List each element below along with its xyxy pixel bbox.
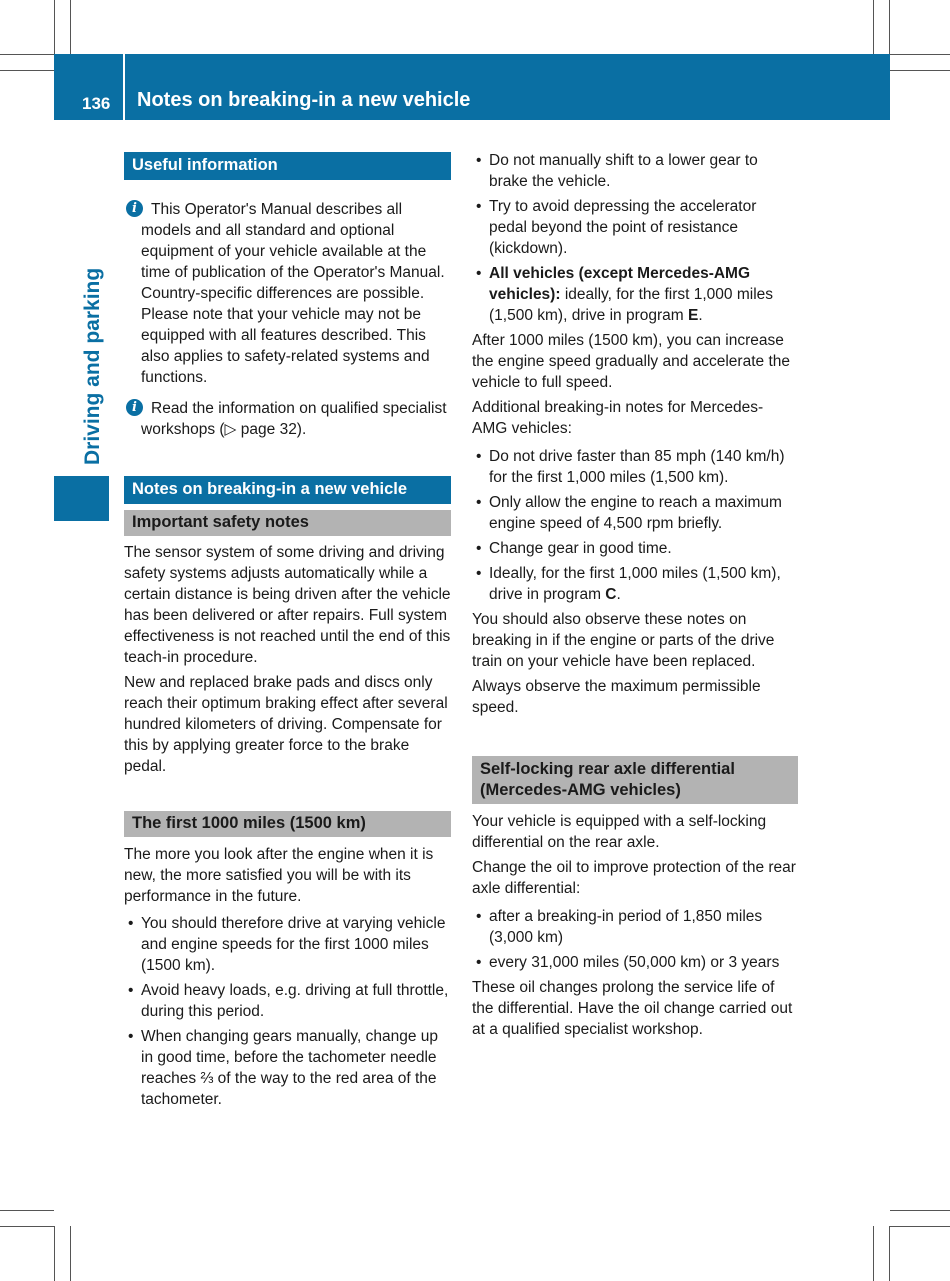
list-item: • every 31,000 miles (50,000 km) or 3 years bbox=[472, 952, 798, 973]
safety-notes-heading: Important safety notes bbox=[124, 510, 451, 536]
differential-heading: Self-locking rear axle differential (Mercedes-AMG vehicles) bbox=[472, 756, 798, 804]
additional-paragraph: Additional breaking-in notes for Mercedes-AMG vehicles: bbox=[472, 399, 764, 437]
side-tab bbox=[54, 476, 109, 521]
crop-mark bbox=[0, 54, 54, 55]
oil-change-list bbox=[472, 906, 798, 973]
list-item: • Do not manually shift to a lower gear to brake the vehicle. bbox=[472, 150, 798, 192]
list-item: • after a breaking-in period of 1,850 miles (3,000 km) bbox=[472, 906, 798, 948]
first-miles-list bbox=[124, 913, 451, 1110]
safety-paragraph: New and replaced brake pads and discs only reach their optimum braking effect after several hundred kilometers of driving. Compensate for this by applying greater force to the brake pedal. bbox=[124, 674, 448, 775]
list-item: • When changing gears manually, change up in good time, before the tachometer needle reaches ⅔ of the way to the red area of the tachometer. bbox=[124, 1026, 451, 1110]
crop-mark bbox=[873, 1226, 874, 1281]
crop-mark bbox=[0, 1226, 54, 1227]
crop-mark bbox=[889, 1226, 890, 1281]
crop-mark bbox=[890, 1226, 950, 1227]
driving-tips-list bbox=[472, 150, 798, 326]
first-miles-heading: The first 1000 miles (1500 km) bbox=[124, 811, 451, 837]
crop-mark bbox=[873, 0, 874, 54]
info-note bbox=[124, 398, 451, 440]
list-item bbox=[472, 263, 798, 326]
page-number: 136 bbox=[82, 94, 111, 113]
useful-info-heading: Useful information bbox=[124, 152, 451, 180]
ideal-text: Ideally, for the first 1,000 miles (1,500 km), drive in program bbox=[489, 565, 781, 603]
differential-paragraph: Your vehicle is equipped with a self-locking differential on the rear axle. bbox=[472, 813, 767, 851]
info-icon: i bbox=[126, 200, 143, 217]
page-title: Notes on breaking-in a new vehicle bbox=[137, 89, 471, 111]
crop-mark bbox=[0, 70, 54, 71]
info-note-text: This Operator's Manual describes all models and all standard and optional equipment of your vehicle available at the time of publication of the Operator's Manual. Country-specific differences are possible. Please note that your vehicle may not be equipped with all features described. This also applies to safety-related systems and functions. bbox=[141, 201, 445, 386]
program-letter: E bbox=[688, 307, 699, 324]
header-divider bbox=[123, 54, 125, 120]
safety-paragraph: The sensor system of some driving and driving safety systems adjusts automatically while a certain distance is being driven after the vehicle has been delivered or after repairs. Full system effectiveness is not reached until the end of this teach-in procedure. bbox=[124, 544, 451, 666]
crop-mark bbox=[890, 54, 950, 55]
crop-mark bbox=[889, 0, 890, 54]
amg-bold-label: All vehicles (except Mercedes-AMG vehicles): bbox=[489, 265, 751, 303]
crop-mark bbox=[54, 0, 55, 54]
crop-mark bbox=[0, 1210, 54, 1211]
first-miles-paragraph: The more you look after the engine when it is new, the more satisfied you will be with its performance in the future. bbox=[124, 846, 434, 905]
observe-paragraph: You should also observe these notes on breaking in if the engine or parts of the drive train on your vehicle have been replaced. bbox=[472, 611, 775, 670]
list-item: • Try to avoid depressing the accelerator pedal beyond the point of resistance (kickdown). bbox=[472, 196, 798, 259]
differential-paragraph: These oil changes prolong the service life of the differential. Have the oil change carried out at a qualified specialist workshop. bbox=[472, 979, 793, 1038]
info-note-text: Read the information on qualified specialist workshops (▷ page 32). bbox=[141, 400, 447, 438]
after-paragraph: After 1000 miles (1500 km), you can increase the engine speed gradually and accelerate the vehicle to full speed. bbox=[472, 332, 790, 391]
amg-notes-list bbox=[472, 446, 798, 605]
differential-paragraph: Change the oil to improve protection of the rear axle differential: bbox=[472, 859, 796, 897]
list-item bbox=[472, 563, 798, 605]
right-column bbox=[472, 150, 798, 1040]
amg-end: . bbox=[698, 307, 703, 324]
section-heading: Notes on breaking-in a new vehicle bbox=[124, 476, 451, 504]
left-column bbox=[124, 150, 451, 1114]
crop-mark bbox=[890, 1210, 950, 1211]
list-item: • You should therefore drive at varying vehicle and engine speeds for the first 1000 miles (1500 km). bbox=[124, 913, 451, 976]
list-item: • Do not drive faster than 85 mph (140 km/h) for the first 1,000 miles (1,500 km). bbox=[472, 446, 798, 488]
crop-mark bbox=[54, 1226, 55, 1281]
list-item: • Avoid heavy loads, e.g. driving at full throttle, during this period. bbox=[124, 980, 451, 1022]
chapter-label: Driving and parking bbox=[81, 267, 104, 465]
crop-mark bbox=[70, 1226, 71, 1281]
crop-mark bbox=[70, 0, 71, 54]
crop-mark bbox=[890, 70, 950, 71]
list-item: • Change gear in good time. bbox=[472, 538, 798, 559]
info-icon: i bbox=[126, 399, 143, 416]
info-note bbox=[124, 199, 451, 388]
program-letter: C bbox=[605, 586, 617, 603]
ideal-end: . bbox=[616, 586, 621, 603]
list-item: • Only allow the engine to reach a maximum engine speed of 4,500 rpm briefly. bbox=[472, 492, 798, 534]
amg-text: ideally, for the first 1,000 miles (1,500 km), drive in program bbox=[489, 286, 774, 324]
speed-paragraph: Always observe the maximum permissible speed. bbox=[472, 678, 761, 716]
